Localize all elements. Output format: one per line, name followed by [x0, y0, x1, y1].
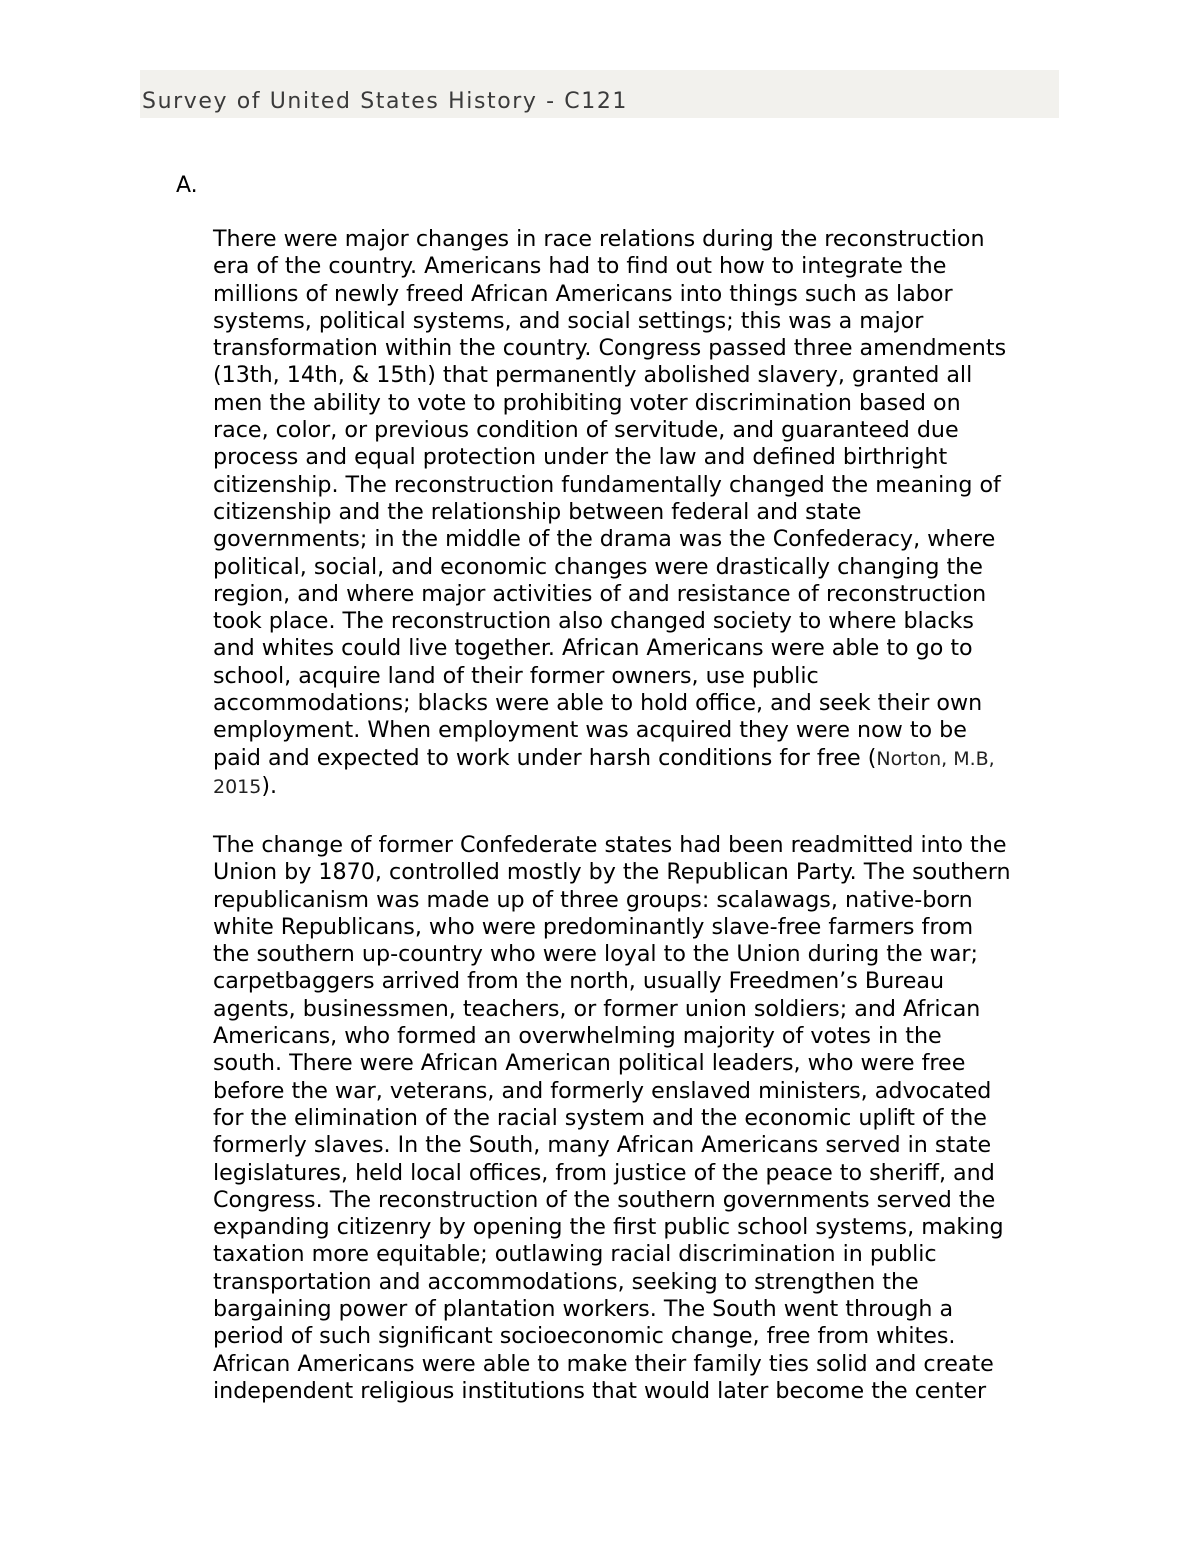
paragraph-line: expanding citizenry by opening the first public school systems, making	[213, 1214, 1004, 1241]
paragraph-line: region, and where major activities of and resistance of reconstruction	[213, 580, 987, 607]
paragraph-line: the southern up-country who were loyal to the Union during the war;	[213, 941, 979, 968]
paragraph-line: agents, businessmen, teachers, or former union soldiers; and African	[213, 995, 981, 1022]
paragraph-line: bargaining power of plantation workers. The South went through a	[213, 1296, 954, 1323]
paragraph-line: citizenship and the relationship between federal and state	[213, 498, 862, 525]
paragraph-line: men the ability to vote to prohibiting voter discrimination based on	[213, 389, 961, 416]
section-label: A.	[176, 173, 198, 198]
paragraph-line: employment. When employment was acquired they were now to be	[213, 717, 967, 744]
paragraph-line-with-citation	[213, 773, 1073, 801]
paragraph-line: white Republicans, who were predominantly slave-free farmers from	[213, 913, 974, 940]
paragraph-line: systems, political systems, and social settings; this was a major	[213, 307, 924, 334]
paragraph-line: era of the country. Americans had to find out how to integrate the	[213, 253, 947, 280]
paragraph-line-with-citation	[213, 745, 1073, 773]
paragraph-line: took place. The reconstruction also changed society to where blacks	[213, 608, 974, 635]
paragraph-line: legislatures, held local offices, from justice of the peace to sheriff, and	[213, 1159, 995, 1186]
paragraph-line: race, color, or previous condition of servitude, and guaranteed due	[213, 417, 959, 444]
course-title: Survey of United States History - C121	[142, 89, 629, 114]
paragraph-line: political, social, and economic changes were drastically changing the	[213, 553, 983, 580]
paragraph-2	[213, 832, 1073, 1405]
paragraph-1	[213, 226, 1073, 801]
paragraph-line: and whites could live together. African Americans were able to go to	[213, 635, 973, 662]
paragraph-line: Union by 1870, controlled mostly by the Republican Party. The southern	[213, 859, 1011, 886]
paragraph-line: process and equal protection under the law and defined birthright	[213, 444, 948, 471]
document-header	[140, 70, 1059, 118]
paragraph-line: republicanism was made up of three groups: scalawags, native-born	[213, 886, 973, 913]
paragraph-line: The change of former Confederate states had been readmitted into the	[213, 832, 1007, 858]
paragraph-line: Congress. The reconstruction of the southern governments served the	[213, 1186, 996, 1213]
paragraph-line: governments; in the middle of the drama was the Confederacy, where	[213, 526, 996, 553]
paragraph-line: (13th, 14th, & 15th) that permanently abolished slavery, granted all	[213, 362, 973, 389]
paragraph-line: period of such significant socioeconomic change, free from whites.	[213, 1323, 956, 1350]
paragraph-line: Americans, who formed an overwhelming majority of votes in the	[213, 1023, 942, 1050]
paragraph-line: for the elimination of the racial system and the economic uplift of the	[213, 1104, 987, 1131]
paragraph-line: There were major changes in race relations during the reconstruction	[213, 226, 985, 252]
paragraph-line: school, acquire land of their former owners, use public	[213, 662, 819, 689]
paragraph-closing: ).	[261, 772, 278, 799]
paragraph-line: citizenship. The reconstruction fundamentally changed the meaning of	[213, 471, 1001, 498]
paragraph-line: south. There were African American political leaders, who were free	[213, 1050, 966, 1077]
paragraph-line: before the war, veterans, and formerly enslaved ministers, advocated	[213, 1077, 992, 1104]
citation-author: Norton, M.B,	[876, 747, 995, 770]
paragraph-line: accommodations; blacks were able to hold office, and seek their own	[213, 690, 983, 717]
citation-year: 2015	[213, 775, 262, 798]
paragraph-line: millions of newly freed African Americans into things such as labor	[213, 280, 953, 307]
paragraph-line: African Americans were able to make their family ties solid and create	[213, 1350, 994, 1377]
paragraph-text: paid and expected to work under harsh conditions for free (	[213, 744, 877, 771]
paragraph-line: taxation more equitable; outlawing racial discrimination in public	[213, 1241, 937, 1268]
paragraph-line: independent religious institutions that would later become the center	[213, 1377, 987, 1404]
paragraph-line: carpetbaggers arrived from the north, usually Freedmen’s Bureau	[213, 968, 945, 995]
paragraph-line: transportation and accommodations, seeking to strengthen the	[213, 1268, 919, 1295]
paragraph-line: transformation within the country. Congress passed three amendments	[213, 335, 1007, 362]
paragraph-line: formerly slaves. In the South, many African Americans served in state	[213, 1132, 992, 1159]
